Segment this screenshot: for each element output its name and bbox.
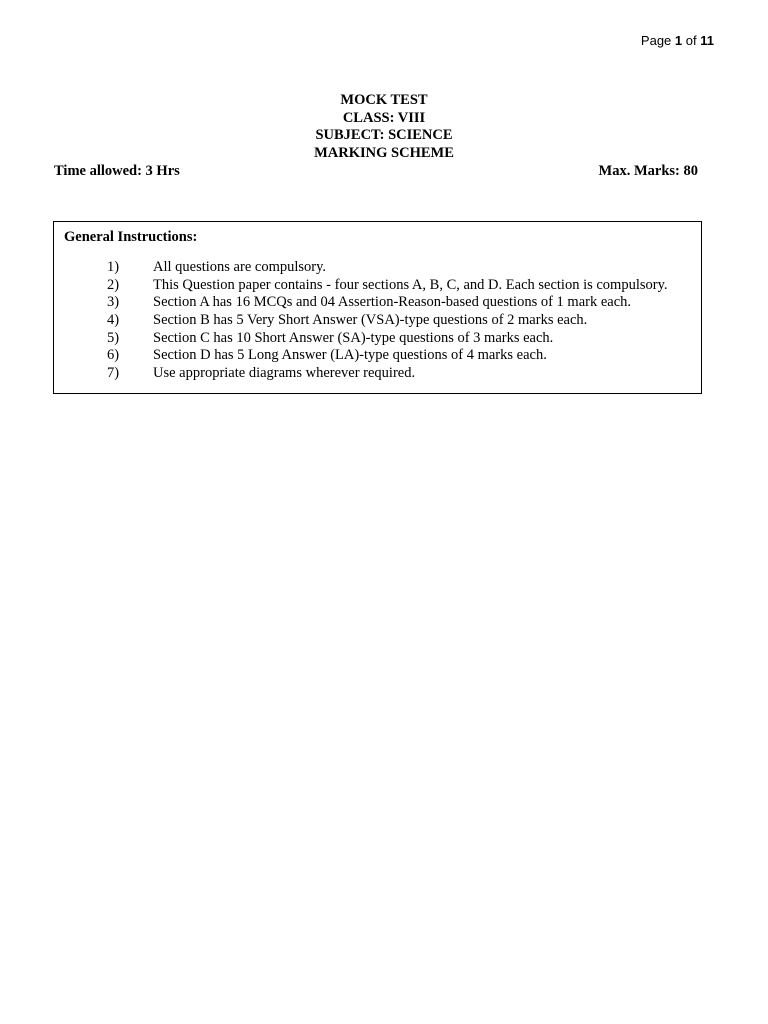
exam-meta-row (54, 163, 698, 180)
max-marks: Max. Marks: 80 (598, 163, 698, 179)
header-scheme: MARKING SCHEME (314, 145, 454, 162)
page-number (641, 33, 714, 49)
instruction-text: Section A has 16 MCQs and 04 Assertion-Reason-based questions of 1 mark each. (153, 294, 632, 311)
header-class: CLASS: VIII (342, 109, 426, 126)
instruction-number: 7) (107, 365, 120, 382)
page-total: 11 (700, 33, 714, 48)
instruction-text: Section D has 5 Long Answer (LA)-type questions of 4 marks each. (153, 347, 547, 364)
instruction-text: Use appropriate diagrams wherever required. (153, 365, 416, 382)
page-separator: of (685, 33, 697, 48)
instruction-item (54, 277, 701, 295)
instruction-number: 6) (107, 347, 120, 364)
instruction-item (54, 294, 701, 312)
page-current: 1 (674, 33, 683, 48)
instruction-number: 3) (107, 294, 120, 311)
page-prefix: Page (640, 33, 672, 48)
instructions-title: General Instructions: (64, 229, 198, 245)
instruction-text: This Question paper contains - four sections A, B, C, and D. Each section is compulsory. (153, 276, 668, 293)
instruction-text: Section C has 10 Short Answer (SA)-type questions of 3 marks each. (153, 329, 554, 346)
instructions-list (54, 259, 701, 383)
instruction-item (54, 312, 701, 330)
instruction-number: 4) (107, 312, 120, 329)
general-instructions-box (53, 221, 702, 394)
instruction-item (54, 365, 701, 383)
time-allowed: Time allowed: 3 Hrs (54, 163, 180, 179)
instruction-number: 5) (107, 329, 120, 346)
instruction-number: 1) (107, 259, 120, 275)
header-subject: SUBJECT: SCIENCE (315, 127, 453, 144)
header-title: MOCK TEST (340, 92, 428, 108)
document-header (0, 92, 768, 163)
instruction-item (54, 330, 701, 348)
instruction-number: 2) (107, 276, 120, 293)
instruction-text: Section B has 5 Very Short Answer (VSA)-type questions of 2 marks each. (153, 312, 588, 329)
instruction-item (54, 347, 701, 365)
instruction-text: All questions are compulsory. (153, 259, 327, 275)
instruction-item (54, 259, 701, 277)
